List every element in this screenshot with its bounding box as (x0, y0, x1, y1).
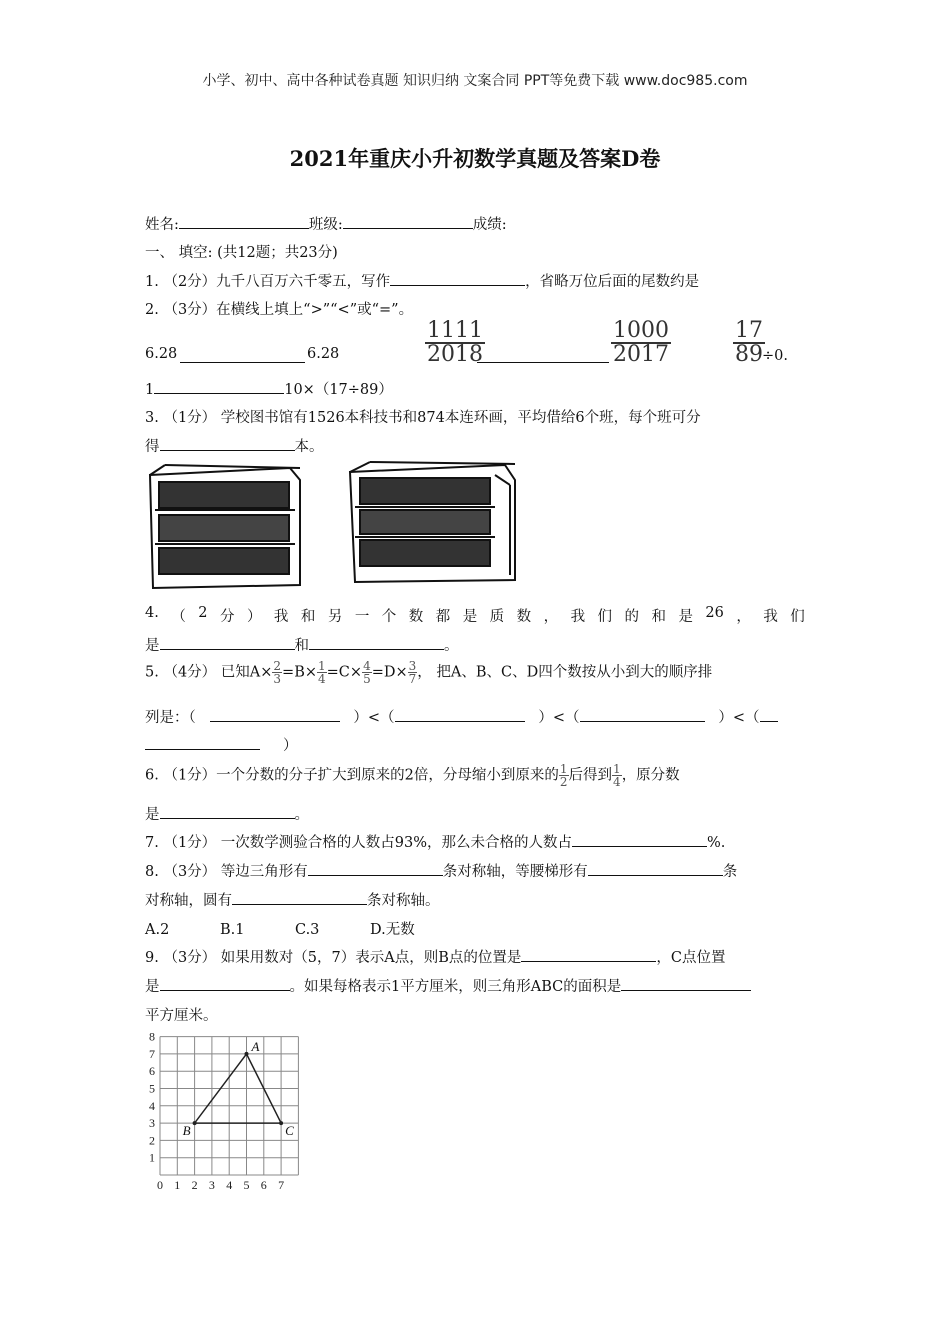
y-tick-label: 5 (149, 1081, 155, 1096)
class-label: 班级: (308, 217, 343, 233)
question-5 (145, 660, 712, 685)
bookshelves-illustration (145, 460, 520, 590)
q4-text: 是 (145, 638, 160, 654)
q5-line-2 (145, 706, 778, 727)
q4-char: ， (736, 609, 751, 625)
point-label-c: C (285, 1123, 294, 1139)
y-tick-label: 8 (149, 1030, 155, 1044)
q5-text: =C× (326, 664, 363, 681)
fraction-denominator: 2018 (427, 342, 483, 367)
q6-text: 后得到 (568, 767, 613, 784)
q5-blank-4b (145, 734, 260, 750)
fraction-numerator: 3 (408, 659, 417, 673)
x-tick-label: 1 (174, 1178, 181, 1192)
q5-blank-3 (580, 706, 705, 722)
fraction-numerator: 17 (735, 318, 763, 343)
q2-fraction-3 (733, 320, 765, 366)
q2-right-value: 6.28 (307, 346, 340, 362)
q7-text: %. (707, 835, 726, 851)
q4-char: 和 (300, 609, 316, 625)
option-c: C.3 (295, 922, 320, 938)
q6-text: 6. （1分）一个分数的分子扩大到原来的2倍，分母缩小到原来的 (145, 767, 559, 784)
q5-text: 5. （4分） 已知A× (145, 664, 273, 681)
q9-text: 9. （3分） 如果用数对（5，7）表示A点，则B点的位置是 (145, 950, 522, 966)
q4-char: 的 (624, 609, 640, 625)
q2-row-2 (145, 378, 393, 399)
q6-fraction-2 (612, 763, 622, 788)
q9-text: ，C点位置 (656, 950, 726, 966)
q5-text: ）<（ (538, 710, 580, 726)
q5-text: ）<（ (353, 710, 395, 726)
q4-char: 一 (354, 609, 370, 625)
q1-blank (390, 270, 525, 286)
fraction-denominator: 7 (408, 672, 417, 686)
q6-blank (160, 803, 295, 819)
q4-char: 26 (705, 605, 724, 621)
q2-row-1 (145, 320, 805, 368)
q4-blank-2 (309, 634, 444, 650)
q4-char: ） (246, 609, 262, 625)
q2-tail: ÷0. (762, 348, 788, 364)
coordinate-grid (140, 1030, 310, 1195)
name-blank (179, 213, 309, 229)
q8-text: 对称轴，圆有 (145, 893, 232, 909)
q5-blank-2 (395, 706, 525, 722)
q3-blank (160, 435, 295, 451)
q4-char: 们 (790, 609, 805, 625)
q4-char: 我 (763, 609, 778, 625)
q9-text: 。如果每格表示1平方厘米，则三角形ABC的面积是 (289, 979, 622, 995)
q6-line-2 (145, 803, 309, 824)
class-blank (343, 213, 473, 229)
question-7 (145, 831, 725, 852)
q5-text: 列是：（ (145, 710, 196, 726)
q3-text: 得 (145, 439, 160, 455)
option-a: A.2 (145, 922, 170, 938)
q8-blank-1 (308, 860, 443, 876)
q4-char: 我 (273, 609, 289, 625)
q2-left-value: 6.28 (145, 346, 178, 362)
q6-fraction-1 (559, 763, 569, 788)
name-label: 姓名: (145, 217, 179, 233)
q8-text: 条对称轴，等腰梯形有 (442, 864, 588, 880)
q8-options (145, 918, 445, 939)
fraction-numerator: 1 (613, 762, 621, 776)
q4-char: 们 (597, 609, 613, 625)
q8-text: 8. （3分） 等边三角形有 (145, 864, 308, 880)
q6-text: 是 (145, 807, 160, 823)
point-c (279, 1121, 283, 1125)
y-tick-label: 6 (149, 1064, 155, 1079)
q5-fraction-2 (317, 660, 327, 685)
q4-char: （ (171, 609, 186, 625)
q5-text: =B× (282, 664, 318, 681)
fraction-numerator: 1 (559, 762, 568, 776)
question-2: 2. （3分）在横线上填上“>”“<”或“=”。 (145, 302, 414, 318)
q5-fraction-1 (272, 660, 282, 685)
fraction-denominator: 2 (559, 775, 568, 789)
q2-blank-1 (180, 347, 305, 363)
q2-blank-2 (477, 347, 609, 363)
q5-text: =D× (371, 664, 408, 681)
fraction-numerator: 1000 (613, 318, 669, 343)
fraction-numerator: 1 (318, 659, 326, 673)
student-info-line (145, 213, 507, 234)
point-b (193, 1121, 197, 1125)
q4-text: 。 (444, 638, 459, 654)
q1-text-2: ，省略万位后面的尾数约是 (525, 274, 700, 290)
question-1 (145, 270, 699, 291)
question-4 (145, 605, 805, 626)
x-tick-label: 6 (260, 1178, 267, 1192)
q4-char: 质 (489, 609, 505, 625)
question-6 (145, 763, 680, 788)
q4-char: 分 (219, 609, 235, 625)
q2-row2-right: 10×（17÷89） (284, 382, 393, 398)
q4-char: 数 (516, 609, 532, 625)
q7-text: 7. （1分） 一次数学测验合格的人数占93%，那么未合格的人数占 (145, 835, 573, 851)
y-tick-label: 7 (149, 1046, 155, 1061)
q2-fraction-1 (425, 320, 485, 366)
option-b: B.1 (220, 922, 245, 938)
question-9 (145, 946, 725, 967)
fraction-numerator: 2 (273, 659, 282, 673)
y-tick-label: 1 (149, 1150, 155, 1165)
fraction-denominator: 4 (613, 775, 621, 789)
q9-blank-1 (521, 946, 656, 962)
q2-fraction-2 (611, 320, 671, 366)
section-heading: 一、 填空: (共12题；共23分) (145, 245, 338, 261)
fraction-denominator: 89 (735, 342, 763, 367)
q8-text: 条 (722, 864, 738, 880)
bookshelf-right (350, 462, 515, 582)
q5-text: ） (283, 738, 298, 754)
q5-text: ）<（ (718, 710, 760, 726)
fraction-numerator: 4 (363, 659, 371, 673)
bookshelf-left (150, 465, 300, 588)
q4-char: 个 (381, 609, 397, 625)
y-tick-label: 2 (149, 1133, 155, 1148)
q5-blank-1 (210, 706, 340, 722)
option-d: D.无数 (370, 922, 415, 938)
q9-line-2 (145, 975, 751, 996)
question-3: 3. （1分） 学校图书馆有1526本科技书和874本连环画，平均借给6个班，每个班可分 (145, 410, 701, 426)
q4-char: ， (543, 609, 559, 625)
q4-char: 都 (435, 609, 451, 625)
q6-text: 。 (294, 807, 309, 823)
x-tick-label: 2 (191, 1178, 198, 1192)
fraction-numerator: 1111 (427, 318, 483, 343)
point-label-b: B (182, 1123, 191, 1139)
q4-char: 数 (408, 609, 424, 625)
fraction-denominator: 3 (273, 672, 282, 686)
y-tick-label: 4 (149, 1098, 155, 1113)
q4-text: 和 (294, 638, 309, 654)
q2-row2-left: 1 (145, 382, 155, 398)
q3-unit: 本。 (294, 439, 324, 455)
q4-char: 是 (678, 609, 693, 625)
q9-blank-3 (621, 975, 751, 991)
fraction-denominator: 5 (363, 672, 371, 686)
q3-line-2 (145, 435, 324, 456)
q2-blank-3 (154, 378, 284, 394)
q9-text: 是 (145, 979, 160, 995)
q1-text: 1. （2分）九千八百万六千零五，写作 (145, 274, 391, 290)
score-label: 成绩: (472, 217, 507, 233)
q8-text: 条对称轴。 (367, 893, 440, 909)
q8-blank-3 (232, 889, 367, 905)
q7-blank (572, 831, 707, 847)
q4-char: 2 (198, 605, 208, 621)
q4-char: 是 (462, 609, 478, 625)
fraction-denominator: 2017 (613, 342, 669, 367)
q4-char: 和 (651, 609, 666, 625)
page-title: 2021年重庆小升初数学真题及答案D卷 (289, 146, 661, 171)
q4-blank-1 (160, 634, 295, 650)
grid-lines (160, 1037, 298, 1175)
q5-blank-4a (760, 706, 778, 722)
x-tick-label: 4 (226, 1178, 233, 1192)
question-8 (145, 860, 737, 881)
q8-line-2 (145, 889, 440, 910)
q9-line-3: 平方厘米。 (145, 1008, 218, 1024)
fraction-denominator: 4 (318, 672, 326, 686)
q6-text: ，原分数 (621, 767, 680, 784)
q8-blank-2 (588, 860, 723, 876)
x-tick-label: 3 (208, 1178, 215, 1192)
q9-blank-2 (160, 975, 290, 991)
page-header: 小学、初中、高中各种试卷真题 知识归纳 文案合同 PPT等免费下载 www.doc985.com (202, 73, 748, 89)
y-tick-label: 3 (149, 1116, 155, 1131)
point-label-a: A (251, 1038, 260, 1054)
q5-fraction-4 (408, 660, 418, 685)
q4-line-2 (145, 634, 459, 655)
q5-fraction-3 (362, 660, 372, 685)
q4-char: 4. (145, 605, 159, 621)
q5-text: ， 把A、B、C、D四个数按从小到大的顺序排 (417, 664, 713, 681)
x-tick-label: 5 (243, 1178, 250, 1192)
q4-char: 我 (570, 609, 586, 625)
q4-char: 另 (327, 609, 343, 625)
q5-line-3 (145, 734, 298, 755)
point-a (245, 1052, 249, 1056)
x-tick-label: 0 (157, 1178, 163, 1192)
x-tick-label: 7 (278, 1178, 285, 1192)
